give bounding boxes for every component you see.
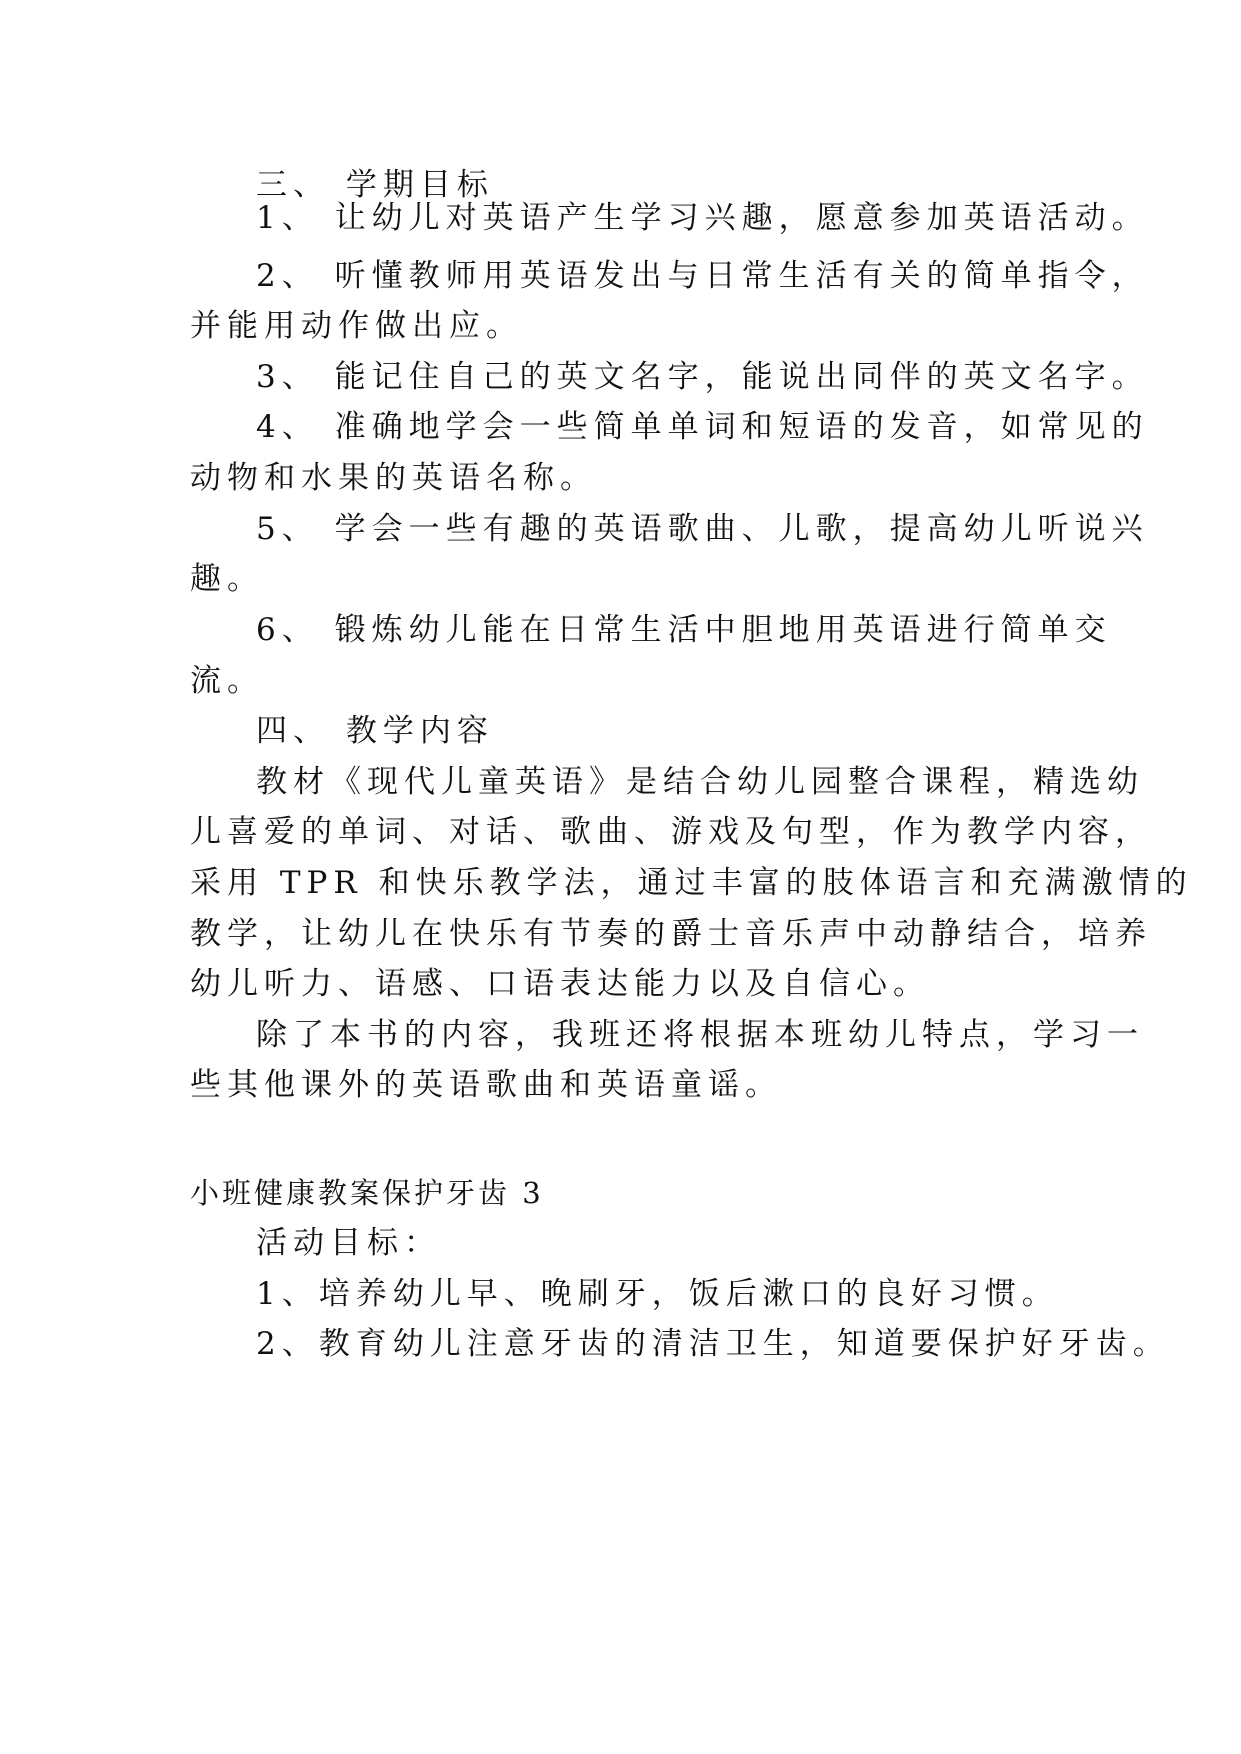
goal-item-4-line-2: 动物和水果的英语名称。 [190, 460, 597, 496]
content-paragraph-1-line-3: 采用 TPR 和快乐教学法，通过丰富的肢体语言和充满激情的 [190, 865, 1193, 901]
goal-item-6-line-2: 流。 [190, 663, 264, 699]
goal-item-4-line-1: 4、 准确地学会一些简单单词和短语的发音，如常见的 [256, 409, 1149, 445]
lesson-heading: 小班健康教案保护牙齿 3 [190, 1176, 544, 1210]
section-4-title: 四、 教学内容 [256, 713, 494, 749]
goal-item-1: 1、 让幼儿对英语产生学习兴趣，愿意参加英语活动。 [256, 200, 1149, 236]
activity-goals-label: 活动目标： [256, 1225, 441, 1261]
content-paragraph-1-line-5: 幼儿听力、语感、口语表达能力以及自信心。 [190, 966, 930, 1002]
content-paragraph-1-line-2: 儿喜爱的单词、对话、歌曲、游戏及句型，作为教学内容， [190, 814, 1152, 850]
goal-item-2-line-2: 并能用动作做出应。 [190, 308, 523, 344]
content-paragraph-2-line-1: 除了本书的内容，我班还将根据本班幼儿特点，学习一 [256, 1017, 1144, 1053]
section-3-title: 三、 学期目标 [256, 167, 494, 203]
goal-item-5-line-1: 5、 学会一些有趣的英语歌曲、儿歌，提高幼儿听说兴 [256, 511, 1149, 547]
goal-item-5-line-2: 趣。 [190, 561, 264, 597]
activity-goal-1: 1、培养幼儿早、晚刷牙，饭后漱口的良好习惯。 [256, 1276, 1059, 1312]
goal-item-2-line-1: 2、 听懂教师用英语发出与日常生活有关的简单指令， [256, 258, 1149, 294]
content-paragraph-1-line-4: 教学，让幼儿在快乐有节奏的爵士音乐声中动静结合，培养 [190, 916, 1152, 952]
goal-item-6-line-1: 6、 锻炼幼儿能在日常生活中胆地用英语进行简单交 [256, 612, 1112, 648]
content-paragraph-1-line-1: 教材《现代儿童英语》是结合幼儿园整合课程，精选幼 [256, 764, 1144, 800]
activity-goal-2: 2、教育幼儿注意牙齿的清洁卫生，知道要保护好牙齿。 [256, 1326, 1170, 1362]
content-paragraph-2-line-2: 些其他课外的英语歌曲和英语童谣。 [190, 1067, 782, 1103]
goal-item-3: 3、 能记住自己的英文名字，能说出同伴的英文名字。 [256, 359, 1149, 395]
